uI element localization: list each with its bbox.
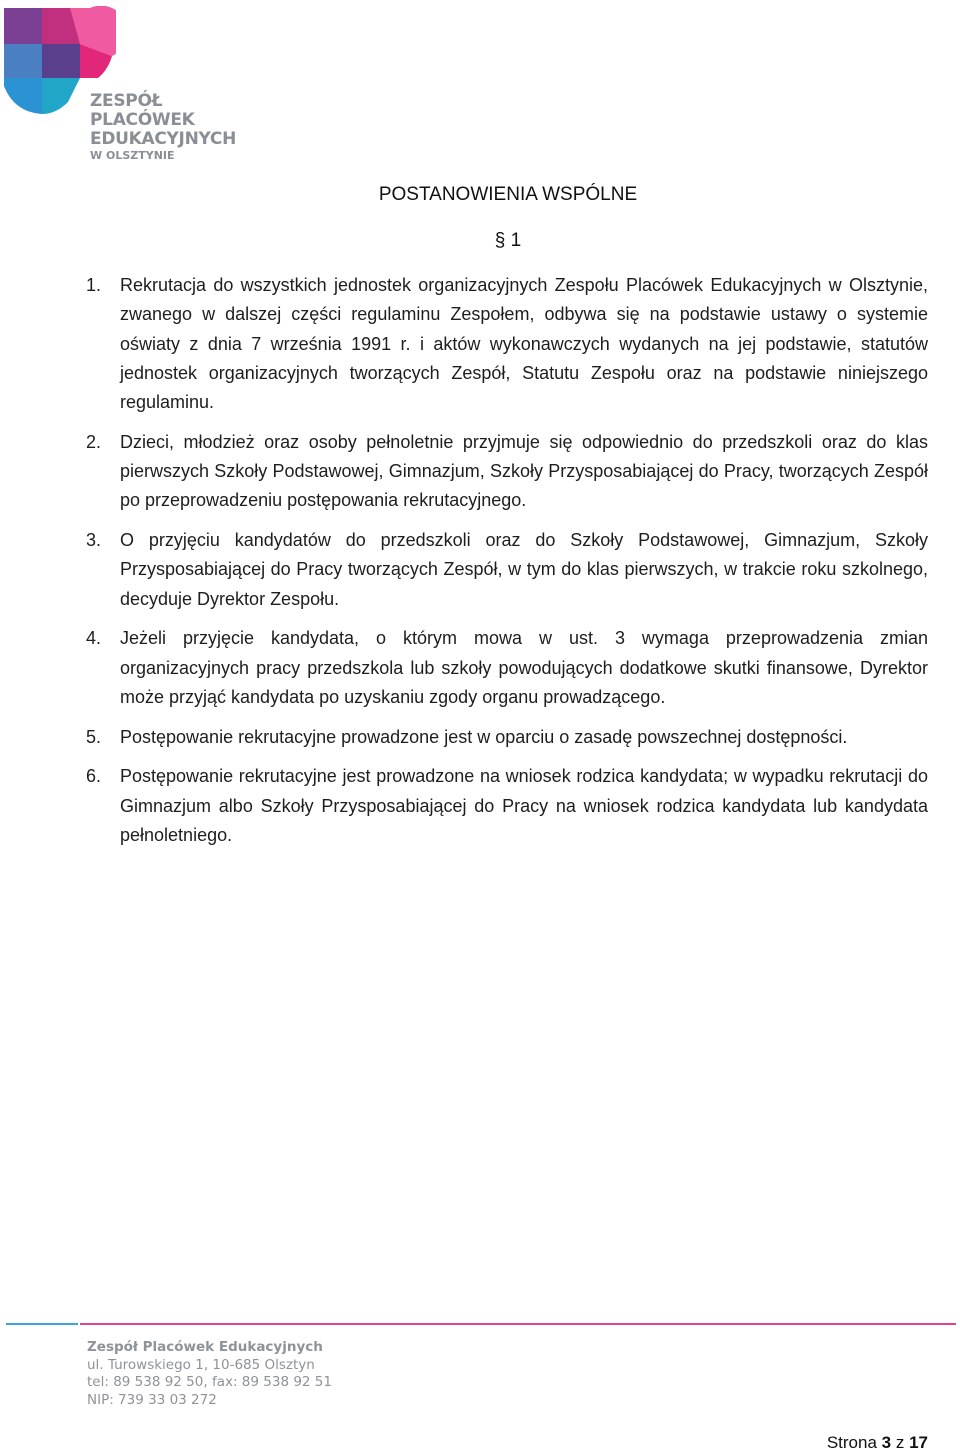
list-item	[86, 428, 928, 516]
item-number: 1.	[86, 275, 102, 295]
item-text: Postępowanie rekrutacyjne prowadzone jest w oparciu o zasadę powszechnej dostępności.	[120, 726, 848, 747]
footer-org-name: Zespół Placówek Edukacyjnych	[87, 1339, 323, 1355]
item-text: Jeżeli przyjęcie kandydata, o którym mowa w ust. 3 wymaga przeprowadzenia zmian organizacyjnych pracy przedszkola lub szkoły powodujących dodatkowe skutki finansowe, Dyrektor może przyjąć kandydata po uzyskaniu zgody organu prowadzącego.	[120, 628, 928, 708]
item-text: O przyjęciu kandydatów do przedszkoli oraz do Szkoły Podstawowej, Gimnazjum, Szkoły Przysposabiającej do Pracy tworzących Zespół, w tym do klas pierwszych, w trakcie roku szkolnego, decyduje Dyrektor Zespołu.	[120, 530, 928, 609]
item-number: 4.	[86, 628, 102, 649]
list-item	[86, 526, 928, 614]
list-item	[86, 624, 928, 712]
page-prefix: Strona	[826, 1433, 877, 1452]
item-text: Postępowanie rekrutacyjne jest prowadzone na wniosek rodzica kandydata; w wypadku rekrutacji do Gimnazjum albo Szkoły Przysposabiającej do Pracy na wniosek rodzica kandydata lub kandydata pełnoletniego.	[120, 766, 928, 845]
page-current: 3	[881, 1433, 892, 1452]
item-number: 2.	[86, 431, 102, 452]
logo-line: ZESPÓŁ	[90, 91, 163, 111]
regulation-list	[86, 271, 928, 861]
list-item	[86, 723, 928, 752]
footer-street: ul. Turowskiego 1, 10-685 Olsztyn	[87, 1356, 315, 1373]
item-text: Dzieci, młodzież oraz osoby pełnoletnie przyjmuje się odpowiednio do przedszkoli oraz do klas pierwszych Szkoły Podstawowej, Gimnazjum, Szkoły Przysposabiającej do Pracy, tworzących Zespół po przeprowadzeniu postępowania rekrutacyjnego.	[120, 431, 928, 511]
footer-address	[87, 1339, 332, 1409]
item-number: 6.	[86, 766, 102, 787]
logo-line: EDUKACYJNYCH	[90, 129, 237, 149]
item-number: 5.	[86, 726, 102, 747]
item-number: 3.	[86, 530, 102, 551]
logo-line: PLACÓWEK	[90, 110, 195, 130]
list-item	[86, 762, 928, 850]
page-total: 17	[909, 1433, 928, 1452]
logo	[4, 6, 244, 166]
footer-phone: tel: 89 538 92 50, fax: 89 538 92 51	[87, 1374, 332, 1390]
list-item	[86, 271, 928, 417]
logo-wordmark	[90, 92, 236, 163]
footer-divider-right	[80, 1323, 956, 1325]
footer-nip: NIP: 739 33 03 272	[87, 1391, 217, 1408]
paragraph-mark: § 1	[494, 230, 522, 251]
footer-divider-left	[6, 1323, 78, 1325]
page-number	[827, 1433, 928, 1453]
page-separator: z	[895, 1433, 905, 1452]
logo-line: W OLSZTYNIE	[90, 149, 175, 162]
page-title: POSTANOWIENIA WSPÓLNE	[378, 184, 638, 205]
item-text: Rekrutacja do wszystkich jednostek organizacyjnych Zespołu Placówek Edukacyjnych w Olsztynie, zwanego w dalszej części regulaminu Zespołem, odbywa się na podstawie ustawy o systemie oświaty z dnia 7 września 1991 r. i aktów wykonawczych wydanych na jej podstawie, statutów jednostek organizacyjnych tworzących Zespół, Statutu Zespołu oraz na podstawie niniejszego regulaminu.	[120, 275, 928, 413]
